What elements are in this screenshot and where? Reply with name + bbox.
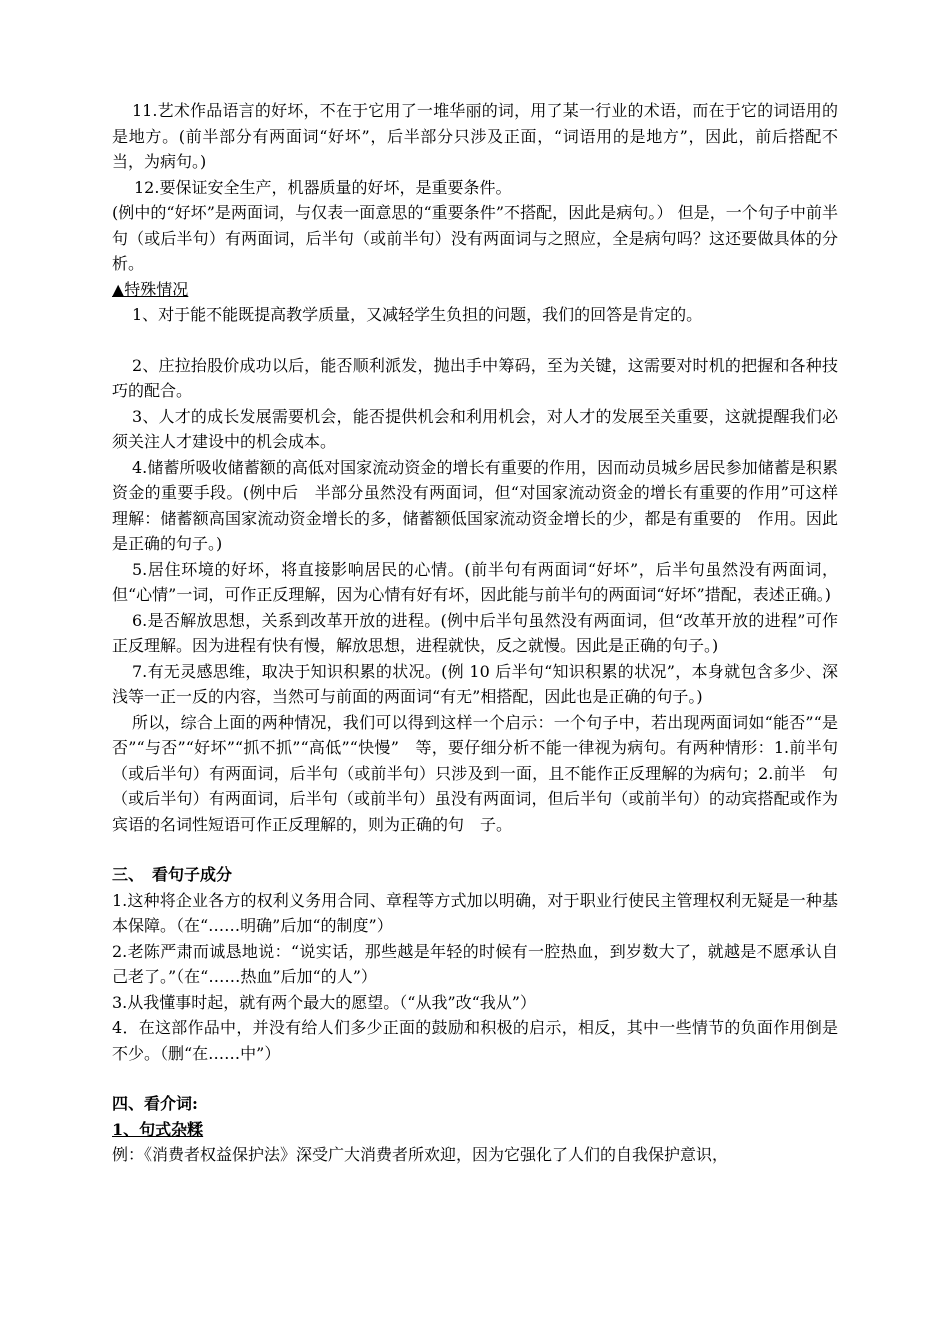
blank-line: [112, 1066, 838, 1091]
special-case-heading: [112, 277, 838, 303]
section-4-subtitle: 1、句式杂糅: [112, 1119, 204, 1139]
special-item-5: 5.居住环境的好坏，将直接影响居民的心情。(前半句有两面词“好坏”，后半句虽然没有两面词，但“心情”一词，可作正反理解，因为心情有好有坏，因此能与前半句的两面词“好坏”措配，表述正确。): [112, 559, 838, 604]
section-3-item-3: 3.从我懂事时起，就有两个最大的愿望。（“从我”改“我从”）: [112, 992, 536, 1012]
special-item-3: 3、人才的成长发展需要机会，能否提供机会和利用机会，对人才的发展至关重要，这就提醒我们必须关注人才建设中的机会成本。: [112, 406, 838, 451]
special-item-2: 2、庄拉抬股价成功以后，能否顺利派发，抛出手中筹码，至为关键，这需要对时机的把握和各种技巧的配合。: [112, 355, 838, 400]
example-12: 12.要保证安全生产，机器质量的好坏，是重要条件。: [134, 177, 512, 197]
example-11: 11.艺术作品语言的好坏，不在于它用了一堆华丽的词，用了某一行业的术语，而在于它的词语用的是地方。(前半部分有两面词“好坏”，后半部分只涉及正面，“词语用的是地方”，因此，前后搭配不当，为病句。): [112, 101, 838, 171]
blank-line: [112, 837, 838, 862]
section-3-item-2: 2.老陈严肃而诚恳地说：“说实话，那些越是年轻的时候有一腔热血，到岁数大了，就越是不愿承认自己老了。”（在“……热血”后加“的人”）: [112, 941, 838, 986]
special-item-1: 1、对于能不能既提高教学质量，又减轻学生负担的问题，我们的回答是肯定的。: [132, 305, 703, 324]
section-4-heading: 四、看介词:: [112, 1094, 198, 1113]
special-item-6: 6.是否解放思想，关系到改革开放的进程。(例中后半句虽然没有两面词，但“改革开放的进程”可作正反理解。因为进程有快有慢，解放思想，进程就快，反之就慢。因此是正确的句子。): [112, 610, 838, 655]
section-3-item-1: 1.这种将企业各方的权利义务用合同、章程等方式加以明确，对于职业行使民主管理权利无疑是一种基本保障。（在“……明确”后加“的制度”）: [112, 890, 838, 935]
section-4-example: 例：《消费者权益保护法》深受广大消费者所欢迎，因为它强化了人们的自我保护意识，: [112, 1145, 729, 1164]
example-12-note: (例中的“好坏”是两面词，与仅表一面意思的“重要条件”不搭配，因此是病句。） 但是，一个句子中前半句（或后半句）有两面词，后半句（或前半句）没有两面词与之照应，全是病句吗？这还要做具体的分析。: [112, 203, 838, 273]
document-body: [112, 98, 838, 1168]
special-item-7: 7.有无灵感思维，取决于知识积累的状况。(例 10 后半句“知识积累的状况”，本身就包含多少、深浅等一正一反的内容，当然可与前面的两面词“有无”相搭配，因此也是正确的句子。): [112, 661, 838, 706]
blank-line: [112, 328, 838, 353]
summary-paragraph: 所以，综合上面的两种情况，我们可以得到这样一个启示：一个句子中，若出现两面词如“能否”“是否”“与否”“好坏”“抓不抓”“高低”“快慢” 等，要仔细分析不能一律视为病句。有两种情形：1.前半句（或后半句）有两面词，后半句（或前半句）只涉及到一面，且不能作正反理解的为病句；2.前半 句（或后半句）有两面词，后半句（或前半句）虽没有两面词，但后半句（或前半句）的动宾搭配或作为宾语的名词性短语可作正反理解的，则为正确的句 子。: [112, 712, 838, 834]
special-case-title: ▲特殊情况: [112, 279, 189, 299]
section-3-heading: 三、 看句子成分: [112, 865, 233, 884]
special-item-4: 4.储蓄所吸收储蓄额的高低对国家流动资金的增长有重要的作用，因而动员城乡居民参加储蓄是积累资金的重要手段。(例中后 半部分虽然没有两面词，但“对国家流动资金的增长有重要的作用”可这样理解：储蓄额高国家流动资金增长的多，储蓄额低国家流动资金增长的少，都是有重要的 作用。因此是正确的句子。): [112, 457, 838, 553]
section-3-item-4: 4．在这部作品中，并没有给人们多少正面的鼓励和积极的启示，相反，其中一些情节的负面作用倒是不少。（删“在……中”）: [112, 1018, 838, 1063]
section-4-subheading: [112, 1117, 838, 1143]
